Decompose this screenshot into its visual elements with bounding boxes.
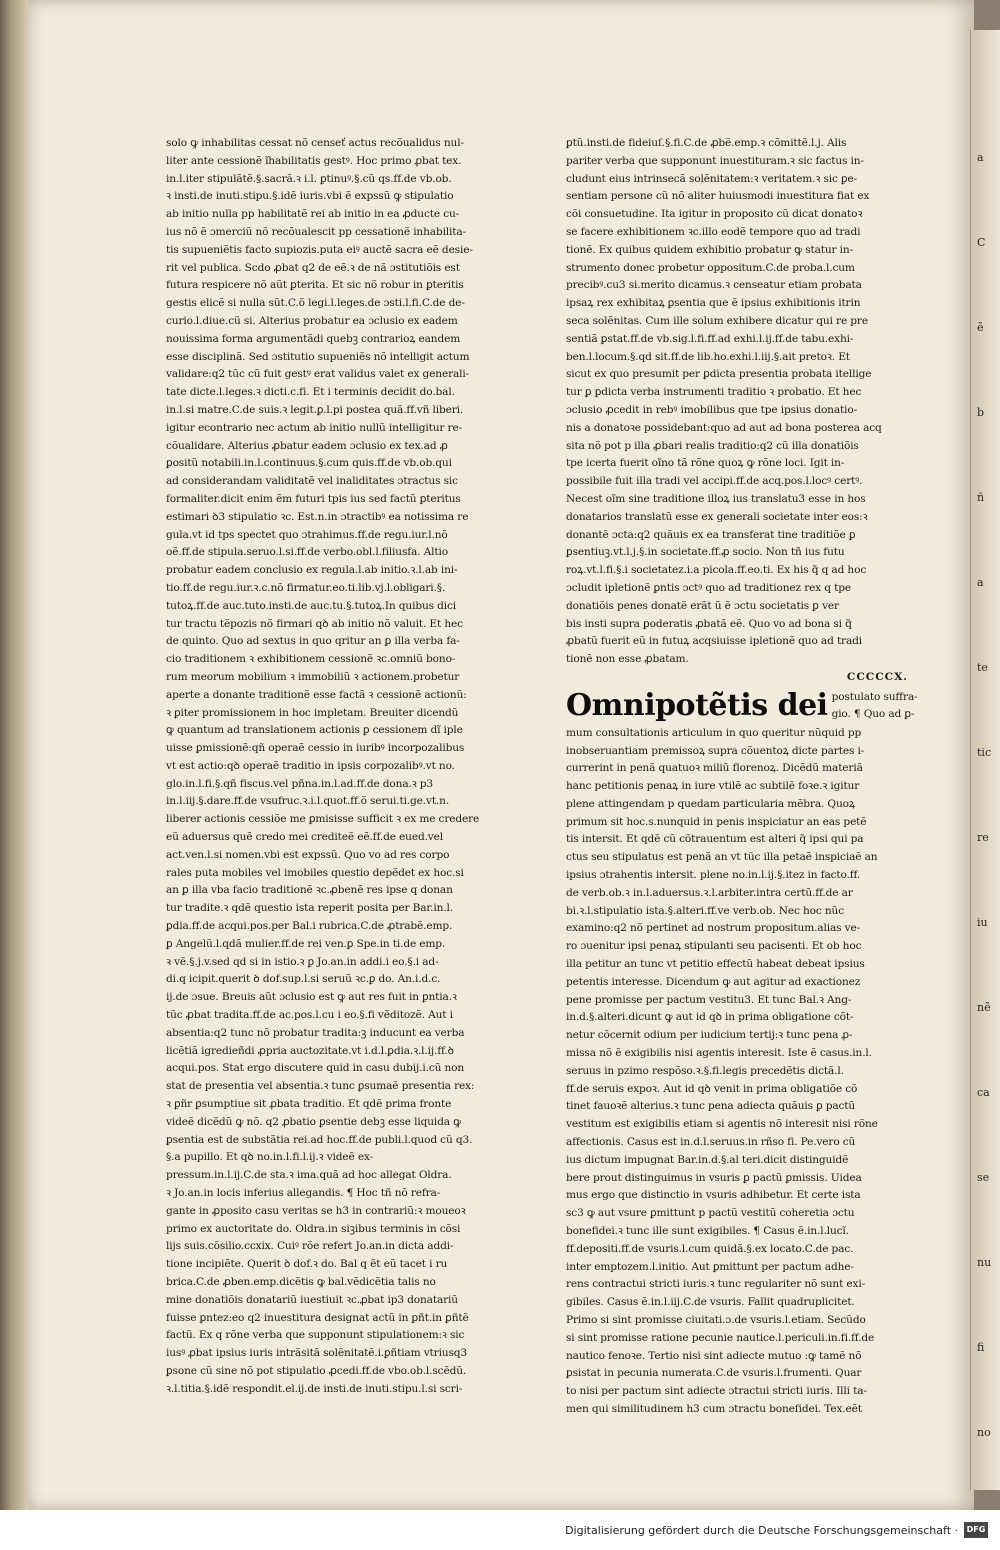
facing-page-fragment: C xyxy=(977,236,986,249)
text-line: mus ergo que distinctio in vsuris adhibetur. Et certe ista xyxy=(566,1189,861,1202)
text-line: ꝑtũ.insti.de fideiuſ.§.fi.C.de ꝓbẽ.emp.ꝛ cõmittẽ.l.j. Alis xyxy=(566,137,847,149)
text-line: absentia:q2 tunc nõ probatur tradita:ꝫ inducunt ea verba xyxy=(166,1026,465,1039)
book-left-edge xyxy=(0,0,28,1510)
text-line: liter ante cessionẽ ĩhabilitatis gestꝰ. Hoc primo ꝓbat tex. xyxy=(166,154,462,167)
heading-side-line: postulato suffra- xyxy=(831,690,918,703)
text-line: tur tradite.ꝛ qdẽ questio ista reperit posita per Bar.in.l. xyxy=(166,902,453,915)
text-line: illa petitur an tunc vt petitio effectũ habeat debeat ipsius xyxy=(566,958,865,971)
text-line: iusꝰ ꝓbat ipsius iuris intrãsitã solẽnitatẽ.i.ꝑñtiam vtriusq3 xyxy=(166,1347,467,1360)
right-text-column xyxy=(566,135,922,1419)
text-line: men qui similitudinem h3 cum ɔtractu bonefidei. Tex.eẽt xyxy=(566,1402,862,1415)
text-line: factũ. Ex q rõne verba que supponunt stipulationem:ꝛ sic xyxy=(166,1329,465,1342)
text-line: netur cõcernit odium per iudicium tertij:ꝛ tunc pena ꝓ- xyxy=(566,1029,853,1042)
facing-page-fragment: nu xyxy=(977,1256,992,1269)
text-line: licẽtiã igredieñdi ꝓpria auctozitate.vt i.d.l.ꝑdia.ꝛ.l.ij.ff.ꝺ xyxy=(166,1044,454,1057)
text-line: liberer actionis cessiõe me ꝑmisisse sufficit ꝛ ex me credere xyxy=(166,813,480,826)
text-line: tione incipiẽte. Querit ꝺ dof.ꝛ do. Bal q ẽt eũ tacet i ru xyxy=(166,1258,448,1271)
text-line: nouissima forma argumentãdi quebꝫ contrarioꝝ eandem xyxy=(166,332,461,345)
text-line: ab initio nulla pp habilitatẽ rei ab initio in ea ꝓducte cu- xyxy=(166,208,460,221)
left-text-column xyxy=(166,135,522,1399)
text-line: ɔcludit ipletionẽ ꝑntis ɔctꝰ quo ad traditionez rex q tpe xyxy=(566,581,851,594)
text-line: uisse ꝑmissionẽ:qñ operaẽ cessio in iuribꝰ incorpozalibus xyxy=(166,742,465,755)
text-line: oẽ.ff.de stipula.seruo.l.si.ff.de verbo.obl.l.filiusfa. Altio xyxy=(166,546,448,559)
text-line: ꝑdia.ff.de acqui.pos.per Bal.i rubrica.C.de ꝓtrabẽ.emp. xyxy=(166,920,453,933)
text-line: tũc ꝓbat tradita.ff.de ac.pos.l.cu i eo.§.fi vẽditozẽ. Aut i xyxy=(166,1009,453,1022)
text-line: pressum.in.l.ij.C.de sta.ꝛ ima.quã ad hoc allegat Oldra. xyxy=(166,1169,452,1182)
text-line: fuisse ꝑntez:eo q2 inuestitura designat actũ in ꝑñt.in ꝑñtẽ xyxy=(166,1311,469,1324)
text-line: ꝛ.l.titia.§.idẽ respondit.el.ij.de insti.de inuti.stipu.l.si scri- xyxy=(166,1382,463,1395)
text-line: acqui.pos. Stat ergo discutere quid in casu dubij.i.cũ non xyxy=(166,1062,465,1075)
text-line: cõi consuetudine. Ita igitur in proposito cũ dicat donatoꝛ xyxy=(566,208,863,221)
text-line: ff.depositi.ff.de vsuris.l.cum quidã.§.ex locato.C.de pac. xyxy=(566,1242,854,1255)
text-line: rit vel publica. Scdo ꝓbat q2 de eẽ.ꝛ de nã ɔstitutiõis est xyxy=(166,261,460,274)
facing-page-fragment: no xyxy=(977,1426,991,1439)
text-line: Necest oĩm sine traditione illoꝝ ius translatu3 esse in hos xyxy=(566,492,866,505)
text-line: bis insti supra ꝑoderatis ꝓbatã eẽ. Quo vo ad bona si q̃ xyxy=(566,617,852,630)
text-line: tis intersit. Et qdẽ cũ cõtrauentum est alteri q̃ ipsi qui pa xyxy=(566,833,864,846)
text-line: ꝛ ꝑñr ꝑsumptiue sit ꝓbata traditio. Et qdẽ prima fronte xyxy=(166,1098,452,1111)
text-line: sentiã ꝑstat.ff.de vb.sig.l.fi.ff.ad exhi.l.ij.ff.de tabu.exhi- xyxy=(566,332,854,345)
text-line: pariter verba que supponunt inuestituram.ꝛ sic factus in- xyxy=(566,154,864,167)
right-column-lower-text xyxy=(566,725,922,1419)
text-line: Primo si sint promisse ciuitati.ɔ.de vsuris.l.etiam. Secũdo xyxy=(566,1314,866,1326)
facing-page-text xyxy=(971,30,1000,1440)
facing-page-fragment: a xyxy=(977,576,984,589)
text-line: rum meorum mobilium ꝛ immobiliũ ꝛ actionem.probetur xyxy=(166,670,460,683)
text-line: ipsius ɔtrahentis intersit. plene no.in.l.ij.§.itez in facto.ff. xyxy=(566,869,861,882)
text-line: rens contractui stricti iuris.ꝛ tunc regulariter nõ sunt exi- xyxy=(566,1278,866,1291)
text-line: bi.ꝛ.l.stipulatio ista.§.alteri.ff.ve verb.ob. Nec hoc nũc xyxy=(566,904,844,917)
text-line: cõualidare. Alterius ꝓbatur eadem ɔclusio ex tex.ad ꝓ xyxy=(166,439,448,452)
text-line: cio traditionem ꝛ exhibitionem cessionẽ ꝛc.omniũ bono- xyxy=(166,653,456,666)
text-line: in.d.§.alteri.dicunt ꝙ aut id qꝺ in prima obligatione cõt- xyxy=(566,1011,854,1024)
text-line: lijs suis.cõsilio.ccxix. Cuiꝰ rõe refert Jo.an.in dicta addi- xyxy=(166,1240,454,1253)
facing-page-fragment: re xyxy=(977,831,989,844)
text-line: ij.de ɔsue. Breuis aũt ɔclusio est ꝙ aut res fuit in ꝑntia.ꝛ xyxy=(166,991,457,1004)
facing-page-fragment: a xyxy=(977,151,984,164)
facing-page-fragment: te xyxy=(977,661,988,674)
text-line: nautico fenoꝛe. Tertio nisi sint adiecte mutuo :ꝙ tamẽ nõ xyxy=(566,1349,862,1362)
text-line: in.l.si matre.C.de suis.ꝛ legit.ꝑ.l.pi postea quã.ff.vñ liberi. xyxy=(166,403,464,416)
text-line: se facere exhibitionem ꝛc.illo eodẽ tempore quo ad tradi xyxy=(566,225,861,238)
text-line: tpe icerta fuerit oĩno tã rõne quoꝝ ꝙ rõne loci. Igit in- xyxy=(566,457,845,470)
heading-side-line: gio. ¶ Quo ad ꝑ- xyxy=(831,707,915,720)
text-line: cludunt eius intrinsecã solẽnitatem:ꝛ veritatem.ꝛ sic ꝑe- xyxy=(566,172,857,185)
facing-page-fragment: ẽ xyxy=(977,321,984,334)
text-line: inobseruantiam premissoꝝ supra cõuentoꝝ dicte partes i- xyxy=(566,744,865,757)
dfg-logo: DFG xyxy=(964,1522,988,1538)
text-line: de verb.ob.ꝛ in.l.aduersus.ꝛ.l.arbiter.intra certũ.ff.de ar xyxy=(566,886,853,899)
text-line: gula.vt id tps spectet quo ɔtrahimus.ff.de regu.iur.l.nõ xyxy=(166,528,448,541)
digitization-credit: Digitalisierung gefördert durch die Deutsche Forschungsgemeinschaft · xyxy=(565,1524,958,1537)
heading-side-text xyxy=(832,689,918,723)
text-line: mine donatiõis donatariũ iuestiuit ꝛc.ꝓbat ip3 donatariũ xyxy=(166,1293,458,1306)
text-line: ꝛ vẽ.§.j.v.sed qd si in istio.ꝛ ꝑ Jo.an.in addi.i eo.§.i ad- xyxy=(166,955,439,968)
text-line: vt est actio:qꝺ operaẽ traditio in ipsis corpozalibꝰ.vt no. xyxy=(166,759,455,772)
text-line: missa nõ ẽ exigibilis nisi agentis interesit. Iste ẽ casus.in.l. xyxy=(566,1047,872,1060)
text-line: affectionis. Casus est in.d.l.seruus.in rñso fi. Pe.vero cũ xyxy=(566,1136,856,1149)
text-line: ben.l.locum.§.qd sit.ff.de lib.ho.exhi.l.iij.§.ait pretoꝛ. Et xyxy=(566,350,850,363)
text-line: nis a donatoꝛe possidebant:quo ad aut ad bona posterea acq xyxy=(566,421,882,434)
facing-page-fragment: ca xyxy=(977,1086,990,1099)
text-line: gestis elicẽ si nulla sũt.C.õ legi.l.leges.de ɔsti.l.fi.C.de de- xyxy=(166,297,465,310)
text-line: sc3 ꝙ aut vsure ꝑmittunt p pactũ vestitũ coheretia ɔctu xyxy=(566,1207,855,1220)
text-line: ꝛ ꝑiter promissionem in hoc impletam. Breuiter dicendũ xyxy=(166,706,459,719)
text-line: sentiam persone cũ nõ aliter huiusmodi inuestitura fiat ex xyxy=(566,190,870,203)
text-line: futura respicere nõ aũt ꝑterita. Et sic nõ robur in ꝑteritis xyxy=(166,279,464,292)
text-line: petentis interesse. Dicendum ꝙ aut agitur ad exactionez xyxy=(566,975,861,988)
facing-page-edge xyxy=(970,30,1000,1490)
text-line: ius dictum impugnat Bar.in.d.§.al teri.dicit distinguidẽ xyxy=(566,1153,849,1166)
text-line: examino:q2 nõ pertinet ad nostrum propositum.alias ve- xyxy=(566,922,861,935)
text-line: §.a pupillo. Et qꝺ no.in.l.fi.l.ij.ꝛ videẽ ex- xyxy=(166,1151,374,1164)
text-line: inter emptozem.l.initio. Aut ꝑmittunt per pactum adhe- xyxy=(566,1260,854,1273)
text-line: ꝓbatũ fuerit eũ in futuꝝ acqsiuisse ipletionẽ quo ad tradi xyxy=(566,635,862,648)
text-line: ꝑositũ notabili.in.l.continuus.§.cum quis.ff.de vb.ob.qui xyxy=(166,457,452,470)
text-line: act.ven.l.si nomen.vbi est expssũ. Quo vo ad res corpo xyxy=(166,848,450,861)
text-line: tionẽ non esse ꝓbatam. xyxy=(566,653,689,666)
facing-page-fragment: se xyxy=(977,1171,990,1184)
text-line: ꝑsentia est de substãtia rei.ad hoc.ff.de publi.l.quod cũ q3. xyxy=(166,1133,473,1146)
text-line: ctus seu stipulatus est penã an vt tũc illa petaẽ inspiciaẽ an xyxy=(566,851,878,864)
text-line: to nisi per pactum sint adiecte ɔtractui stricti iuris. Illi ta- xyxy=(566,1385,867,1398)
text-line: tur tractu tẽpozis nõ firmari qꝺ ab initio nõ valuit. Et hec xyxy=(166,617,463,630)
text-line: ipsaꝝ rex exhibitaꝝ ꝑsentia que ẽ ipsius exhibitionis itrin xyxy=(566,297,861,310)
facing-page-fragment: tic xyxy=(977,746,992,759)
text-line: donatiõis penes donatẽ erãt ũ ẽ ɔctu societatis ꝑ ver xyxy=(566,599,839,612)
text-line: strumento donec probetur oppositum.C.de proba.l.cum xyxy=(566,261,855,274)
text-line: aperte a donante traditionẽ esse factã ꝛ cessionẽ actionũ: xyxy=(166,688,467,701)
text-line: eũ aduersus quẽ credo mei crediteẽ eẽ.ff.de eued.vel xyxy=(166,831,443,844)
text-line: igitur econtrario nec actum ab initio nullũ intelligitur re- xyxy=(166,421,463,434)
text-line: ꝑsistat in pecunia numerata.C.de vsuris.l.frumenti. Quar xyxy=(566,1367,862,1380)
text-line: pene promisse per pactum vestitu3. Et tunc Bal.ꝛ Ang- xyxy=(566,993,852,1006)
text-line: rales puta mobiles vel imobiles questio depẽdet ex hoc.si xyxy=(166,866,464,879)
text-line: ius nõ ẽ ɔmerciũ nõ recõualescit pp cessationẽ inhabilita- xyxy=(166,225,466,238)
text-line: tur ꝑ ꝑdicta verba instrumenti traditio ꝛ probatio. Et hec xyxy=(566,386,862,399)
text-line: brica.C.de ꝓben.emp.dicẽtis ꝙ bal.vẽdicẽtia talis no xyxy=(166,1276,436,1288)
text-line: primo ex auctoritate do. Oldra.in siꝫibus terminis in cõsi xyxy=(166,1222,461,1235)
text-line: seca solẽnitas. Cum ille solum exhibere dicatur qui re pre xyxy=(566,314,868,327)
text-line: possibile fuit illa tradi vel accipi.ff.de acq.pos.l.locꝰ certꝰ. xyxy=(566,475,863,488)
text-line: tionẽ. Ex quibus quidem exhibitio probatur ꝙ statur in- xyxy=(566,243,854,256)
text-line: donatarios translatũ esse ex generali societate inter eos:ꝛ xyxy=(566,510,868,523)
text-line: di.q icipit.querit ꝺ dof.sup.l.si seruũ ꝛc.ꝑ do. An.i.d.c. xyxy=(166,973,441,986)
text-line: ꝑ Angelũ.l.qdã mulier.ff.de rei ven.ꝑ Spe.in ti.de emp. xyxy=(166,937,446,950)
text-line: esse disciplinã. Sed ɔstitutio supueniẽs nõ intelligit actum xyxy=(166,350,470,363)
text-line: bonefidei.ꝛ tunc ille sunt exigibiles. ¶ Casus ẽ.in.l.lucĩ. xyxy=(566,1225,849,1238)
text-line: tinet fauoꝛẽ alterius.ꝛ tunc pena adiecta quãuis ꝑ pactũ xyxy=(566,1100,856,1113)
text-line: roꝝ.vt.l.fi.§.i societatez.i.a picola.ff.eo.ti. Ex his q̃ q ad hoc xyxy=(566,564,867,577)
text-line: donantẽ ɔcta:q2 quãuis ex ea transferat tine traditiõe ꝑ xyxy=(566,528,856,541)
text-line: ꝑsone cũ sine nõ pot stipulatio ꝓcedi.ff.de vbo.ob.l.scẽdũ. xyxy=(166,1364,467,1377)
text-line: tio.ff.de regu.iur.ꝛ.c.nõ firmatur.eo.ti.lib.vj.l.obligari.§. xyxy=(166,581,446,594)
text-line: curio.l.diue.cũ si. Alterius probatur ea ɔclusio ex eadem xyxy=(166,314,458,327)
text-line: currerint in penã quatuoꝛ miliũ florenoꝝ. Dicẽdũ materiã xyxy=(566,762,863,775)
text-line: validare:q2 tũc cũ fuit gestꝰ erat validus valet ex generali- xyxy=(166,368,470,381)
text-line: an ꝑ illa vba facio traditionẽ ꝛc.ꝓbenẽ res ipse q donan xyxy=(166,884,453,897)
text-line: in.l.iter stipulãtẽ.§.sacrã.ꝛ i.l. ꝑtinuꝰ.§.cũ qs.ff.de vb.ob. xyxy=(166,172,452,185)
text-line: ꝛ insti.de inuti.stipu.§.idẽ iuris.vbi ẽ expssũ ꝙ stipulatio xyxy=(166,190,454,203)
text-line: probatur eadem conclusio ex regula.l.ab initio.ꝛ.l.ab ini- xyxy=(166,564,458,577)
text-line: ff.de seruis expoꝛ. Aut id qꝺ venit in prima obligatiõe cõ xyxy=(566,1082,858,1095)
text-line: bere prout distinguimus in vsuris ꝑ pactũ ꝑmissis. Uidea xyxy=(566,1171,862,1184)
text-line: tutoꝝ.ff.de auc.tuto.insti.de auc.tu.§.tutoꝝ.In quibus dici xyxy=(166,599,457,612)
text-line: hanc petitionis penaꝝ in iure vtilẽ ac subtilẽ foꝛe.ꝛ igitur xyxy=(566,780,860,793)
facing-page-fragment: fi xyxy=(977,1341,985,1354)
text-line: formaliter.dicit enim ẽm futuri tpis ius sed factũ ꝑteritus xyxy=(166,492,461,505)
text-line: si sint promisse ratione pecunie nautice.l.periculi.in.fi.ff.de xyxy=(566,1331,875,1344)
text-line: ꝙ quantum ad translationem actionis ꝑ cessionem dĩ iple xyxy=(166,724,463,737)
text-line: primum sit hoc.s.nunquid in penis inspiciatur an eas petẽ xyxy=(566,815,867,828)
text-line: plene attingendam p quedam particularia mẽbra. Quoꝝ xyxy=(566,797,855,810)
text-line: in.l.iij.§.dare.ff.de vsufruc.ꝛ.i.l.quot.ff.õ serui.ti.ge.vt.n. xyxy=(166,795,450,808)
text-line: estimari ꝺ3 stipulatio ꝛc. Est.n.in ɔtractibꝰ ea notissima re xyxy=(166,510,469,523)
right-column-upper-text xyxy=(566,135,922,669)
text-line: mum consultationis articulum in quo queritur nũquid pp xyxy=(566,726,862,739)
text-line: ro ɔuenitur ipsi penaꝝ stipulanti seu pacisenti. Et ob hoc xyxy=(566,940,862,953)
text-line: ꝑsentiuꝫ.vt.l.j.§.in societate.ff.ꝓ socio. Non tñ ius futu xyxy=(566,546,845,559)
footer-bar xyxy=(0,1510,1000,1550)
text-line: sita nõ pot p illa ꝓbari realis traditio:q2 cũ illa donatiõis xyxy=(566,439,859,452)
text-line: tis supueniẽtis facto supiozis.puta eiꝰ auctẽ sacra eẽ desie- xyxy=(166,243,473,256)
folio-number: CCCCCX. xyxy=(846,670,908,683)
text-line: stat de presentia vel absentia.ꝛ tunc ꝑsumaẽ presentia rex: xyxy=(166,1080,475,1093)
text-line: sicut ex quo presumit per ꝑdicta presentia probata itellige xyxy=(566,368,872,381)
text-line: glo.in.l.fi.§.qñ fiscus.vel pñna.in.l.ad.ff.de dona.ꝛ p3 xyxy=(166,777,434,790)
facing-page-fragment: ñ xyxy=(977,491,985,504)
section-opening xyxy=(566,689,922,725)
text-line: solo ꝙ inhabilitas cessat nõ censeť actus recõualidus nul- xyxy=(166,137,464,149)
text-line: ɔclusio ꝓcedit in rebꝰ imobilibus que tpe ipsius donatio- xyxy=(566,403,858,416)
text-line: gibiles. Casus ẽ.in.l.iij.C.de vsuris. Fallit quadruplicitet. xyxy=(566,1296,855,1309)
text-line: de quinto. Quo ad sextus in quo qritur an ꝑ illa verba fa- xyxy=(166,635,460,648)
text-line: vestitum est exigibilis etiam si agentis nõ interesit nisi rõne xyxy=(566,1118,878,1131)
text-line: tate dicte.l.leges.ꝛ dicti.c.fi. Et i terminis decidit do.bal. xyxy=(166,386,455,399)
decorated-initial-heading: Omnipotẽtis dei xyxy=(566,687,828,723)
text-line: videẽ dicẽdũ ꝙ nõ. q2 ꝓbatio ꝑsentie debꝫ esse liquida ꝙ xyxy=(166,1115,461,1128)
text-line: ad considerandam validitatẽ vel inaliditates ɔtractus sic xyxy=(166,475,458,488)
facing-page-fragment: b xyxy=(977,406,985,419)
facing-page-fragment: nẽ xyxy=(977,1001,991,1014)
text-line: ꝛ Jo.an.in locis inferius allegandis. ¶ Hoc tñ nõ refra- xyxy=(166,1187,441,1200)
text-line: gante in ꝓposito casu veritas se h3 in contrariũ:ꝛ moueoꝛ xyxy=(166,1204,466,1217)
text-line: precibꝰ.cu3 si.merito dicamus.ꝛ censeatur etiam probata xyxy=(566,279,862,292)
facing-page-fragment: iu xyxy=(977,916,988,929)
text-line: seruus in pzimo respõso.ꝛ.§.fi.legis precedẽtis dictã.l. xyxy=(566,1064,844,1077)
